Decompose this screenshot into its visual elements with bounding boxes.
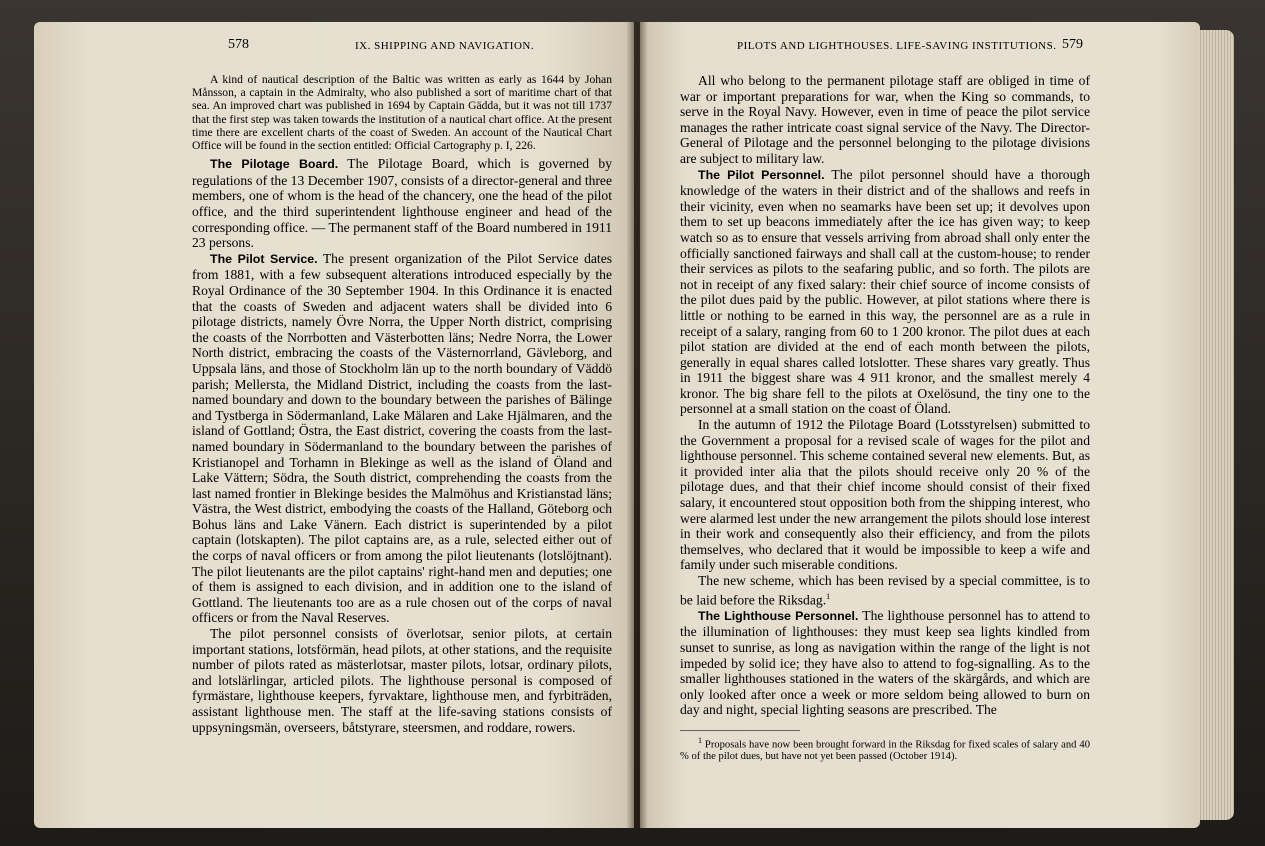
paragraph-text: The Pilotage Board, which is governed by regulations of the 13 December 1907, consists of a director-general and three members, one of whom is the head of the chancery, one the head of the pilot office, and the third superintendent lighthouse engineer and head of the corresponding office. — The permanent staff of the Board numbered in 1911 23 persons. [192,156,612,251]
section-heading: The Pilot Personnel. [698,167,825,182]
paragraph-text: The lighthouse personnel has to attend to the illumination of lighthouses: they must keep sea lights kindled from sunset to sunrise, as long as navigation within the range of the light is not impeded by solid ice; they have also to attend to fog-signalling. As to the smaller lighthouses stationed in the waters of the skärgårds, and which are only looked after once a week or more seldom being allowed to burn on day and night, special lighting seasons are prescribed. The [680,607,1090,718]
paragraph-text: The new scheme, which has been revised by a special committee, is to be laid before the Riksdag. [680,573,1090,608]
scheme-paragraph [680,573,1090,608]
paragraph-text: The pilot personnel should have a thorough knowledge of the waters in their district and of the shallows and reefs in their vicinity, even when no seamarks have been set up; it devolves upon them to set up beacons immediately after the ice has given way; to keep watch so as to ensure that vessels arriving from abroad shall only enter the officially sanctioned fairways and shall call at the custom-house; to render their services as pilots to the seafaring public, and so forth. The pilots are not in receipt of any fixed salary: their chief source of income consists of the pilot dues paid by the public. However, at pilot stations where there is little or nothing to be earned in this way, the personnel are as a rule in receipt of a salary, ranging from 60 to 1 200 kronor. The pilot dues at each pilot station are divided at the end of each month between the pilots, generally in equal shares called lotslotter. These shares vary greatly. Thus in 1911 the biggest share was 4 911 kronor, and the smallest merely 4 kronor. The big share fell to the pilots at Oxelösund, the tiny one to the personnel at a small station on the coast of Öland. [680,166,1090,417]
left-running-head: IX. SHIPPING AND NAVIGATION. [355,40,535,52]
paragraph-text: The present organization of the Pilot Service dates from 1881, with a few subsequent alterations introduced especially by the Royal Ordinance of the 30 September 1904. In this Ordinance it is enacted that the coasts of Sweden and adjacent waters shall be divided into 6 pilotage districts, namely Övre Norra, the Upper North district, comprising the coasts of the Norrbotten and Västerbotten läns; Nedre Norra, the Lower North district, embracing the coasts of the Västernorrland, Gävleborg, and Uppsala läns, and those of Stockholm län up to the north boundary of Väddö parish; Mellersta, the Midland District, including the coasts from the last-named boundary and down to the boundary between the parishes of Bälinge and Tystberga in Södermanland, Lake Mälaren and Lake Hjälmaren, and the island of Gottland; Östra, the East district, covering the coasts from the last-named boundary in Södermanland to the boundary between the parishes of Kristianopel and Torhamn in Blekinge as well as the island of Öland and Lake Vättern; Södra, the South district, comprehending the coasts from the last named frontier in Blekinge besides the Malmöhus and Kristianstad läns; Västra, the West district, embodying the coasts of the Halland, Göteborg och Bohus läns and Lake Vänern. Each district is superintended by a pilot captain (lotskapten). The pilot captains are, as a rule, selected either out of the corps of naval officers or from among the pilot lieutenants (lotslöjtnant). The pilot lieutenants are the pilot captains' right-hand men and deputies; one of them is assigned to each division, and in addition one to the island of Gottland. The lieutenants too are as a rule chosen out of the corps of naval officers or from the Naval Reserves. [192,250,613,626]
footnote [680,735,1090,764]
reform-paragraph: In the autumn of 1912 the Pilotage Board (Lotsstyrelsen) submitted to the Government a proposal for a revised scale of wages for the pilot and lighthouse personnel. This scheme contained several new elements. But, as it provided inter alia that the pilots should receive only 20 % of the pilotage dues, and that their chief income should consist of their fixed salary, it encountered stout opposition both from the shipping interest, who were alarmed lest under the new arrangement the pilots should lose interest in their work and consequently also their efficiency, and from the pilots themselves, who declared that it would be impossible to keep a wife and family under such miserable conditions. [680,417,1090,573]
footnote-text: Proposals have now been brought forward in the Riksdag for fixed scales of salary and 40 % of the pilot dues, but have not yet been passed (October 1914). [680,739,1090,763]
intro-paragraph: All who belong to the permanent pilotage staff are obliged in time of war or important preparations for war, when the King so commands, to serve in the Royal Navy. However, even in time of peace the pilot service manages the rather intricate coast signal service of the Navy. The Director-General of Pilotage and the personnel belonging to the pilotage divisions are subject to military law. [680,73,1090,166]
section-heading: The Pilot Service. [210,251,318,266]
pilotage-board-paragraph [192,156,612,251]
left-page-number: 578 [228,37,249,52]
left-text-column [192,73,612,735]
lighthouse-paragraph [680,608,1090,718]
footnote-rule [680,730,800,731]
pilot-personnel-paragraph [680,167,1090,418]
right-text-column [680,73,1090,763]
intro-paragraph: A kind of nautical description of the Baltic was written as early as 1644 by Johan Månsson, a captain in the Admiralty, who also published a sort of maritime chart of that sea. An improved chart was published in 1694 by Captain Gädda, but it was not till 1737 that the first step was taken towards the institution of a nautical chart office. At the present time there are excellent charts of the coast of Sweden. An account of the Nautical Chart Office will be found in the section entitled: Official Cartography p. I, 226. [192,73,612,153]
personnel-paragraph: The pilot personnel consists of överlotsar, senior pilots, at certain important stations, lotsförmän, head pilots, at other stations, and the requisite number of pilots rated as mästerlotsar, master pilots, lotsar, ordinary pilots, and lotslärlingar, articled pilots. The lighthouse personal is composed of fyrmästare, lighthouse keepers, fyrvaktare, lighthouse men, and fyrbiträden, assistant lighthouse men. The staff at the life-saving stations consists of uppsyningsmän, overseers, båtstyrare, steersmen, and roddare, rowers. [192,626,612,735]
book-gutter [626,22,648,828]
section-heading: The Pilotage Board. [210,157,339,172]
right-running-head: PILOTS AND LIGHTHOUSES. LIFE-SAVING INSTITUTIONS. [737,40,1057,52]
section-heading: The Lighthouse Personnel. [698,608,859,623]
page-edges [1198,30,1234,820]
right-page-number: 579 [1062,37,1083,52]
footnote-reference: 1 [826,591,831,601]
pilot-service-paragraph [192,251,612,626]
footnote-marker: 1 [698,735,702,745]
